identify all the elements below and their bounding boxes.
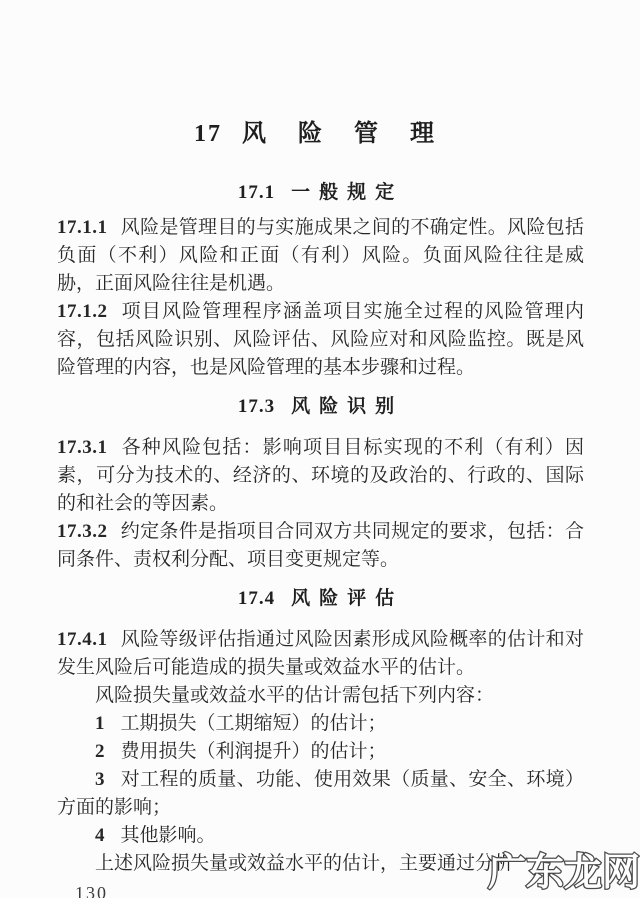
section-title: 一般规定 xyxy=(291,182,404,203)
clause-number: 17.3.1 xyxy=(57,437,108,458)
clause-number: 17.1.2 xyxy=(57,301,108,322)
list-item-number: 3 xyxy=(95,769,105,790)
list-item-2 xyxy=(57,738,584,766)
section-number: 17.3 xyxy=(237,396,276,417)
clause-number: 17.3.2 xyxy=(57,521,108,542)
clause-17-1-1 xyxy=(57,214,584,298)
clause-text: 风险是管理目的与实施成果之间的不确定性。风险包括负面（不利）风险和正面（有利）风险。负面风险往往是威胁，正面风险往往是机遇。 xyxy=(57,217,584,294)
list-item-number: 1 xyxy=(95,713,105,734)
list-item-number: 4 xyxy=(95,825,105,846)
clause-17-4-1 xyxy=(57,626,584,682)
watermark-text: 广东龙网 xyxy=(487,852,640,894)
clause-text: 风险等级评估指通过风险因素形成风险概率的估计和对发生风险后可能造成的损失量或效益水平的估计。 xyxy=(57,629,584,678)
section-heading-17-3 xyxy=(57,394,584,420)
page-content xyxy=(57,0,584,878)
section-title: 风险识别 xyxy=(291,396,404,417)
section-heading-17-4 xyxy=(57,586,584,612)
page-number: 130 xyxy=(75,883,108,898)
clause-number: 17.1.1 xyxy=(57,217,108,238)
list-item-text: 对工程的质量、功能、使用效果（质量、安全、环境）方面的影响； xyxy=(57,769,584,818)
list-item-number: 2 xyxy=(95,741,105,762)
clause-17-3-2 xyxy=(57,518,584,574)
section-heading-17-1 xyxy=(57,180,584,206)
list-item-3 xyxy=(57,766,584,822)
closing-paragraph: 上述风险损失量或效益水平的估计，主要通过分析 xyxy=(95,853,514,874)
clause-text: 各种风险包括：影响项目目标实现的不利（有利）因素，可分为技术的、经济的、环境的及政治的、行政的、国际的和社会的等因素。 xyxy=(57,437,584,514)
section-number: 17.1 xyxy=(237,182,276,203)
chapter-title-text: 风 险 管 理 xyxy=(242,121,447,147)
clause-text: 约定条件是指项目合同双方共同规定的要求，包括：合同条件、责权利分配、项目变更规定等。 xyxy=(57,521,584,570)
list-item-text: 费用损失（利润提升）的估计； xyxy=(120,741,387,762)
list-item-text: 工期损失（工期缩短）的估计； xyxy=(120,713,387,734)
clause-text: 项目风险管理程序涵盖项目实施全过程的风险管理内容，包括风险识别、风险评估、风险应对和风险监控。既是风险管理的内容，也是风险管理的基本步骤和过程。 xyxy=(57,301,584,378)
clause-17-3-1 xyxy=(57,434,584,518)
watermark xyxy=(484,845,640,897)
clause-17-1-2 xyxy=(57,298,584,382)
chapter-number: 17 xyxy=(194,121,222,147)
list-lead-in: 风险损失量或效益水平的估计需包括下列内容： xyxy=(95,685,495,706)
section-title: 风险评估 xyxy=(291,588,404,609)
list-item-text: 其他影响。 xyxy=(120,825,216,846)
chapter-title xyxy=(57,118,584,150)
list-item-1 xyxy=(57,710,584,738)
section-number: 17.4 xyxy=(237,588,276,609)
clause-number: 17.4.1 xyxy=(57,629,108,650)
